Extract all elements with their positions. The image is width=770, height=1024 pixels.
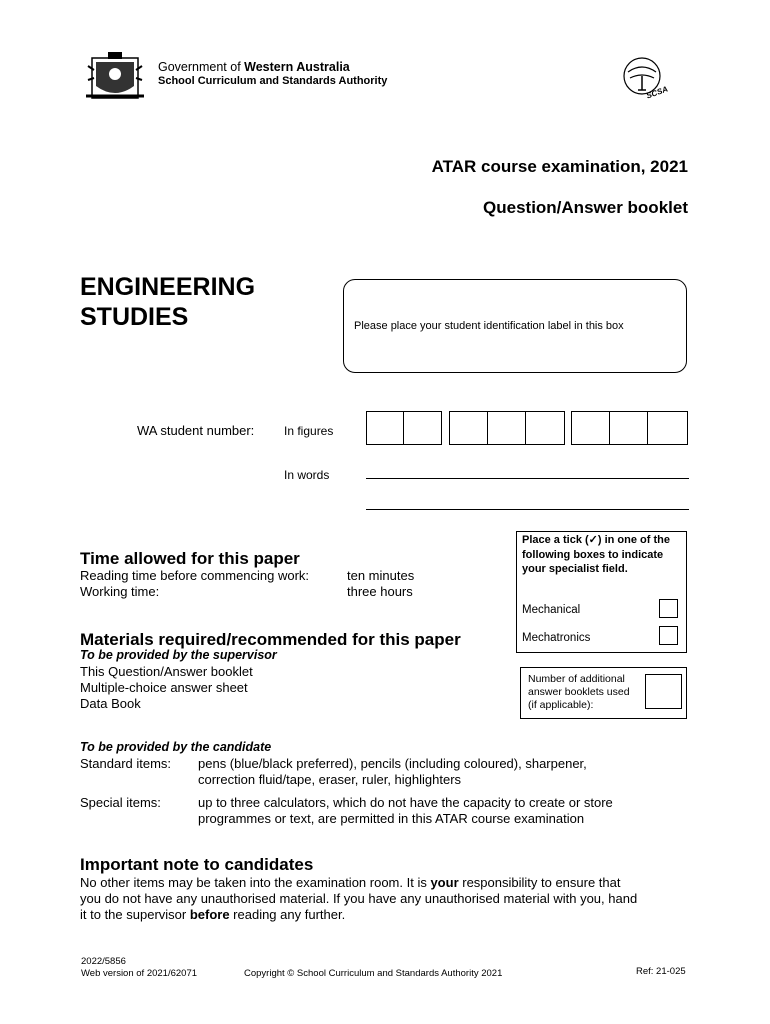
student-number-digits-group-2[interactable] bbox=[449, 411, 565, 445]
supervisor-item: Data Book bbox=[80, 696, 141, 711]
copyright-notice: Copyright © School Curriculum and Standards Authority 2021 bbox=[244, 968, 503, 979]
in-words-line-2[interactable] bbox=[366, 509, 689, 510]
subject-line-1: ENGINEERING bbox=[80, 273, 256, 301]
time-allowed-heading: Time allowed for this paper bbox=[80, 549, 300, 568]
note-line-3: it to the supervisor before reading any further. bbox=[80, 907, 346, 922]
digit-box[interactable] bbox=[404, 412, 441, 444]
candidate-heading: To be provided by the candidate bbox=[80, 740, 272, 754]
supervisor-item: This Question/Answer booklet bbox=[80, 664, 253, 679]
materials-heading: Materials required/recommended for this paper bbox=[80, 630, 461, 649]
digit-box[interactable] bbox=[526, 412, 564, 444]
wa-student-number-label: WA student number: bbox=[137, 423, 255, 438]
special-items-line-1: up to three calculators, which do not have the capacity to create or store bbox=[198, 795, 613, 810]
important-note-heading: Important note to candidates bbox=[80, 855, 314, 874]
digit-box[interactable] bbox=[610, 412, 648, 444]
specialist-heading: Place a tick (✓) in one of the following boxes to indicate your specialist field. bbox=[522, 534, 670, 575]
special-items-label: Special items: bbox=[80, 795, 161, 810]
student-label-box bbox=[343, 279, 687, 373]
web-version: Web version of 2021/62071 bbox=[81, 968, 198, 979]
working-time-label: Working time: bbox=[80, 584, 160, 599]
subject-line-2: STUDIES bbox=[80, 303, 189, 331]
option-mechatronics-label: Mechatronics bbox=[522, 632, 591, 644]
reading-time-value: ten minutes bbox=[347, 568, 415, 583]
student-number-digits-group-1[interactable] bbox=[366, 411, 442, 445]
label-box-text: Please place your student identification label in this box bbox=[354, 320, 624, 332]
reading-time-label: Reading time before commencing work: bbox=[80, 568, 310, 583]
supervisor-heading: To be provided by the supervisor bbox=[80, 648, 277, 662]
mechanical-tickbox[interactable] bbox=[659, 599, 678, 618]
working-time-value: three hours bbox=[347, 584, 413, 599]
authority-name: School Curriculum and Standards Authority bbox=[158, 75, 388, 87]
subject-title bbox=[80, 272, 255, 332]
student-number-digits-group-3[interactable] bbox=[571, 411, 688, 445]
option-mechanical-label: Mechanical bbox=[522, 604, 581, 616]
digit-box[interactable] bbox=[648, 412, 686, 444]
additional-booklets-count-box[interactable] bbox=[645, 674, 682, 709]
booklet-title: Question/Answer booklet bbox=[483, 198, 688, 217]
digit-box[interactable] bbox=[367, 412, 404, 444]
supervisor-item: Multiple-choice answer sheet bbox=[80, 680, 248, 695]
government-name: Government of Western Australia bbox=[158, 60, 350, 74]
reference-number: Ref: 21-025 bbox=[636, 966, 686, 977]
scsa-logo: SCSA bbox=[620, 54, 678, 104]
digit-box[interactable] bbox=[572, 412, 610, 444]
note-line-1: No other items may be taken into the examination room. It is your responsibility to ensure that bbox=[80, 875, 621, 890]
standard-items-line-2: correction fluid/tape, eraser, ruler, highlighters bbox=[198, 772, 462, 787]
special-items-line-2: programmes or text, are permitted in this ATAR course examination bbox=[198, 811, 585, 826]
standard-items-label: Standard items: bbox=[80, 756, 172, 771]
additional-booklets-label: Number of additional answer booklets used (if applicable): bbox=[528, 673, 630, 711]
note-line-2: you do not have any unauthorised material. If you have any unauthorised material with you, hand bbox=[80, 891, 638, 906]
in-words-label: In words bbox=[284, 468, 330, 482]
digit-box[interactable] bbox=[450, 412, 488, 444]
in-figures-label: In figures bbox=[284, 424, 334, 438]
digit-box[interactable] bbox=[488, 412, 526, 444]
exam-title: ATAR course examination, 2021 bbox=[431, 157, 688, 176]
in-words-line-1[interactable] bbox=[366, 478, 689, 479]
standard-items-line-1: pens (blue/black preferred), pencils (including coloured), sharpener, bbox=[198, 756, 587, 771]
mechatronics-tickbox[interactable] bbox=[659, 626, 678, 645]
document-code: 2022/5856 bbox=[81, 956, 126, 967]
wa-crest-logo bbox=[82, 52, 148, 104]
